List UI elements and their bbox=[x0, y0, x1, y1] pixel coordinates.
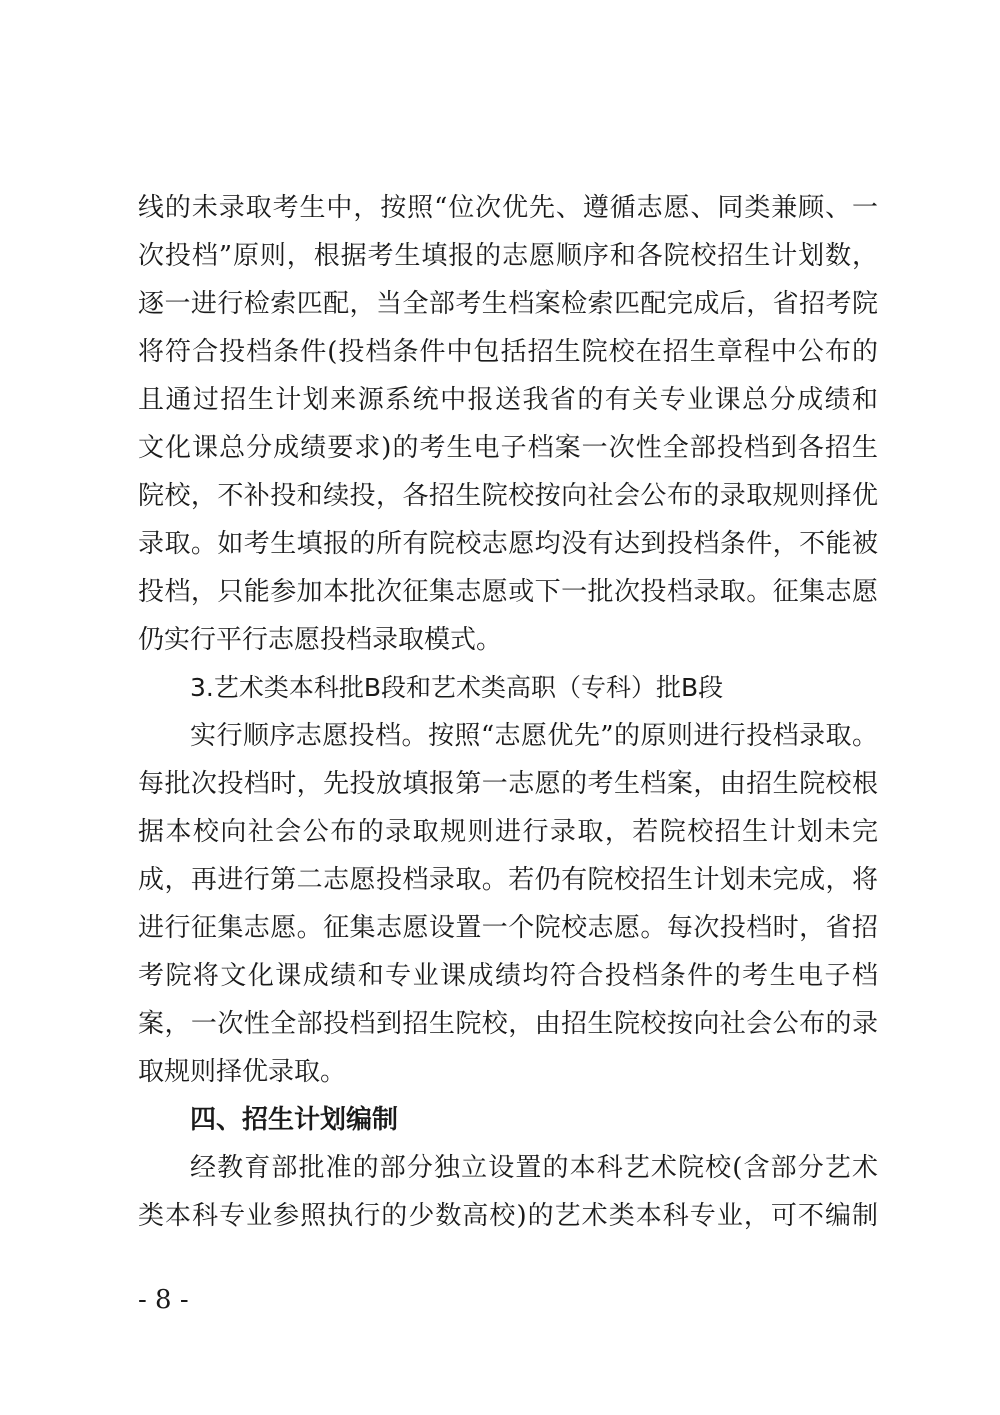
paragraph-line: 将符合投档条件(投档条件中包括招生院校在招生章程中公布的 bbox=[138, 337, 878, 367]
paragraph-line: 线的未录取考生中，按照“位次优先、遵循志愿、同类兼顾、一 bbox=[138, 193, 878, 223]
paragraph-line: 进行征集志愿。征集志愿设置一个院校志愿。每次投档时，省招 bbox=[138, 913, 878, 943]
paragraph-line: 文化课总分成绩要求)的考生电子档案一次性全部投档到各招生 bbox=[138, 433, 878, 463]
page-number: - 8 - bbox=[138, 1285, 189, 1315]
paragraph-line: 每批次投档时，先投放填报第一志愿的考生档案，由招生院校根 bbox=[138, 769, 878, 799]
paragraph-line: 次投档”原则，根据考生填报的志愿顺序和各院校招生计划数， bbox=[138, 241, 878, 271]
section-heading: 四、招生计划编制 bbox=[190, 1105, 399, 1135]
paragraph-line: 考院将文化课成绩和专业课成绩均符合投档条件的考生电子档 bbox=[138, 961, 878, 991]
paragraph-line: 经教育部批准的部分独立设置的本科艺术院校(含部分艺术 bbox=[190, 1153, 878, 1183]
paragraph-line: 且通过招生计划来源系统中报送我省的有关专业课总分成绩和 bbox=[138, 385, 878, 415]
paragraph-line: 仍实行平行志愿投档录取模式。 bbox=[138, 625, 503, 655]
paragraph-line: 取规则择优录取。 bbox=[138, 1057, 347, 1087]
paragraph-line: 逐一进行检索匹配，当全部考生档案检索匹配完成后，省招考院 bbox=[138, 289, 878, 319]
paragraph-line: 成，再进行第二志愿投档录取。若仍有院校招生计划未完成，将 bbox=[138, 865, 878, 895]
paragraph-line: 类本科专业参照执行的少数高校)的艺术类本科专业，可不编制 bbox=[138, 1201, 878, 1231]
paragraph-line: 据本校向社会公布的录取规则进行录取，若院校招生计划未完 bbox=[138, 817, 878, 847]
paragraph-line: 实行顺序志愿投档。按照“志愿优先”的原则进行投档录取。 bbox=[190, 721, 878, 751]
paragraph-line: 院校，不补投和续投，各招生院校按向社会公布的录取规则择优 bbox=[138, 481, 878, 511]
section-subheading: 3.艺术类本科批B段和艺术类高职（专科）批B段 bbox=[190, 673, 724, 702]
paragraph-line: 案，一次性全部投档到招生院校，由招生院校按向社会公布的录 bbox=[138, 1009, 878, 1039]
paragraph-line: 录取。如考生填报的所有院校志愿均没有达到投档条件，不能被 bbox=[138, 529, 878, 559]
paragraph-line: 投档，只能参加本批次征集志愿或下一批次投档录取。征集志愿 bbox=[138, 577, 878, 607]
